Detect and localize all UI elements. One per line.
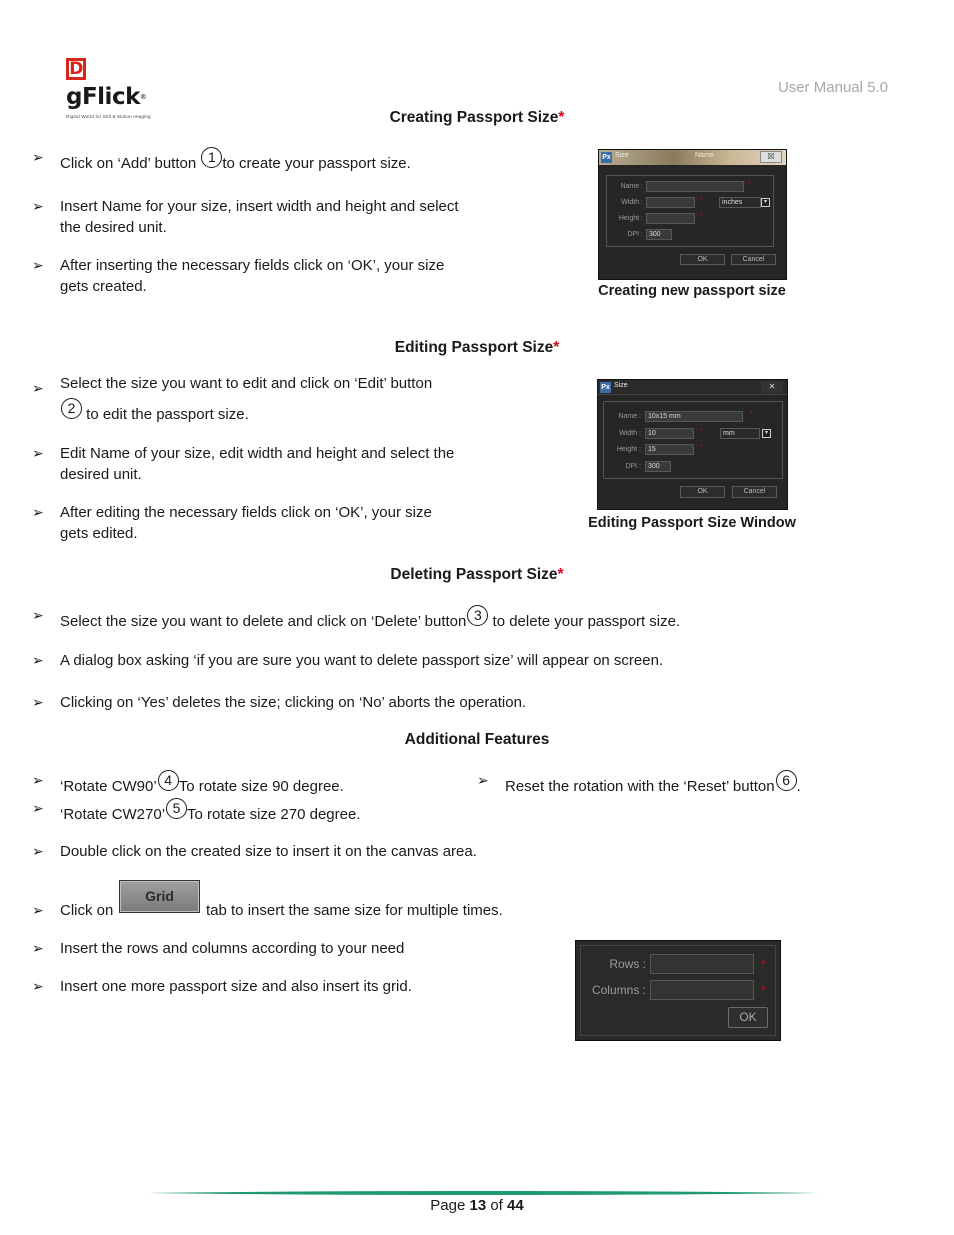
bullet-text: Edit Name of your size, edit width and height and select the desired unit. xyxy=(60,445,455,483)
list-item xyxy=(32,841,920,862)
callout-number-3: 3 xyxy=(467,605,488,626)
heading-deleting xyxy=(0,566,954,584)
heading-editing-text: Editing Passport Size xyxy=(394,339,554,356)
bullet-text: Select the size you want to delete and click on ‘Delete’ button xyxy=(60,613,467,630)
list-item xyxy=(32,900,115,921)
bullet-text: To rotate size 90 degree. xyxy=(178,778,344,795)
callout-number-6: 6 xyxy=(776,770,797,791)
bullet-text: . xyxy=(796,778,801,795)
heading-deleting-text: Deleting Passport Size xyxy=(390,566,558,583)
bullet-text: Click on ‘Add’ button xyxy=(60,155,201,172)
width-field[interactable] xyxy=(646,197,695,208)
heading-creating-text: Creating Passport Size xyxy=(389,109,559,126)
list-item xyxy=(32,605,920,632)
list-item xyxy=(32,443,460,485)
required-star: * xyxy=(557,566,564,583)
grid-tab-button[interactable]: Grid xyxy=(119,880,200,913)
list-item xyxy=(32,976,510,997)
page-current: 13 xyxy=(469,1197,487,1214)
manual-version: User Manual 5.0 xyxy=(777,79,888,96)
bullet-text: A dialog box asking ‘if you are sure you want to delete passport size’ will appear on screen. xyxy=(60,652,664,669)
bullet-text: to delete your passport size. xyxy=(488,613,681,630)
bullet-text: Select the size you want to edit and click on ‘Edit’ button xyxy=(60,375,433,392)
arrow-bullet-icon: ➢ xyxy=(32,380,44,396)
close-icon[interactable]: ✕ xyxy=(761,381,783,393)
unit-select[interactable]: inches xyxy=(719,197,761,208)
rows-input[interactable] xyxy=(650,954,754,974)
columns-label: Columns : xyxy=(591,983,646,997)
unit-select[interactable]: mm xyxy=(720,428,760,439)
required-star: * xyxy=(761,957,766,971)
required-star: * xyxy=(748,181,751,188)
logo-registered: ® xyxy=(139,93,147,101)
cancel-button[interactable]: Cancel xyxy=(732,486,777,498)
callout-number-4: 4 xyxy=(158,770,179,791)
bullet-text: Clicking on ‘Yes’ deletes the size; clicking on ‘No’ aborts the operation. xyxy=(60,694,527,711)
dgflick-logo xyxy=(66,55,166,119)
app-icon: Px xyxy=(601,384,610,391)
arrow-bullet-icon: ➢ xyxy=(477,772,489,788)
arrow-bullet-icon: ➢ xyxy=(32,978,44,994)
required-star: * xyxy=(700,197,703,204)
logo-tagline: Digital World for Still & Motion Imaging xyxy=(66,114,151,119)
dialog-title-bg-text: Name xyxy=(695,152,714,159)
ok-button[interactable]: OK xyxy=(680,254,725,265)
dialog-titlebar xyxy=(599,150,786,165)
required-star: * xyxy=(761,983,766,997)
bullet-text: Reset the rotation with the ‘Reset’ button xyxy=(505,778,775,795)
logo-text: gFlick xyxy=(66,84,140,110)
name-label: Name : xyxy=(620,183,643,190)
bullet-text: ‘Rotate CW270’ xyxy=(60,806,166,823)
caption-creating: Creating new passport size xyxy=(598,283,786,299)
bullet-text: Double click on the created size to insert it on the canvas area. xyxy=(60,843,477,860)
page-total: 44 xyxy=(507,1197,524,1214)
list-item xyxy=(32,692,920,713)
arrow-bullet-icon: ➢ xyxy=(32,902,44,918)
dpi-label: DPI : xyxy=(625,463,641,470)
callout-number-5: 5 xyxy=(166,798,187,819)
required-star: * xyxy=(700,444,703,451)
list-item xyxy=(32,798,460,825)
list-item xyxy=(32,650,920,671)
close-icon[interactable]: ☒ xyxy=(760,151,782,163)
bullet-text: After inserting the necessary fields click on ‘OK’, your size gets created. xyxy=(60,257,445,295)
page-number xyxy=(0,1197,954,1214)
name-field[interactable] xyxy=(646,181,744,192)
arrow-bullet-icon: ➢ xyxy=(32,843,44,859)
list-item xyxy=(32,502,460,544)
callout-number-2: 2 xyxy=(61,398,82,419)
required-star: * xyxy=(558,109,565,126)
bullet-text: Insert the rows and columns according to your need xyxy=(60,940,405,957)
bullet-text: tab to insert the same size for multiple times. xyxy=(206,902,503,919)
list-item xyxy=(32,196,460,238)
list-item xyxy=(32,370,440,429)
required-star: * xyxy=(700,428,703,435)
edit-size-dialog xyxy=(597,379,788,510)
arrow-bullet-icon: ➢ xyxy=(32,800,44,816)
arrow-bullet-icon: ➢ xyxy=(32,445,44,461)
heading-additional xyxy=(0,731,954,749)
logo-d-mark: D xyxy=(66,58,86,80)
bullet-text: to create your passport size. xyxy=(222,155,411,172)
arrow-bullet-icon: ➢ xyxy=(32,198,44,214)
chevron-down-icon[interactable]: ▾ xyxy=(762,429,771,438)
bullet-text: Click on xyxy=(60,902,114,919)
dialog-titlebar xyxy=(598,380,787,395)
dialog-title: Size xyxy=(614,382,628,389)
list-item xyxy=(477,770,905,797)
height-field[interactable] xyxy=(646,213,695,224)
arrow-bullet-icon: ➢ xyxy=(32,694,44,710)
list-item xyxy=(32,938,510,959)
dpi-stepper[interactable]: 300 xyxy=(646,229,672,240)
bullet-text: After editing the necessary fields click on ‘OK’, your size gets edited. xyxy=(60,504,432,542)
caption-editing: Editing Passport Size Window xyxy=(588,515,796,531)
name-field[interactable]: 10x15 mm xyxy=(645,411,743,422)
heading-additional-text: Additional Features xyxy=(404,731,550,748)
page-word: Page xyxy=(430,1197,466,1214)
list-item xyxy=(32,770,460,797)
heading-creating xyxy=(0,109,954,127)
arrow-bullet-icon: ➢ xyxy=(32,940,44,956)
of-word: of xyxy=(490,1197,503,1214)
list-item xyxy=(32,147,480,174)
arrow-bullet-icon: ➢ xyxy=(32,772,44,788)
height-label: Height : xyxy=(616,446,641,453)
bullet-text: to edit the passport size. xyxy=(82,406,249,423)
width-label: Width : xyxy=(619,430,641,437)
arrow-bullet-icon: ➢ xyxy=(32,607,44,623)
list-item xyxy=(32,255,460,297)
dialog-title: Size xyxy=(615,152,629,159)
name-label: Name : xyxy=(618,413,641,420)
heading-editing xyxy=(0,339,954,357)
ok-button[interactable]: OK xyxy=(728,1007,768,1028)
dpi-label: DPI : xyxy=(627,231,643,238)
width-field[interactable]: 10 xyxy=(645,428,694,439)
bullet-text: Insert Name for your size, insert width and height and select the desired unit. xyxy=(60,198,459,236)
bullet-text: ‘Rotate CW90’ xyxy=(60,778,157,795)
required-star: * xyxy=(553,339,560,356)
chevron-down-icon[interactable]: ▾ xyxy=(761,198,770,207)
height-field[interactable]: 15 xyxy=(645,444,694,455)
footer-divider xyxy=(147,1190,819,1196)
required-star: * xyxy=(700,213,703,220)
arrow-bullet-icon: ➢ xyxy=(32,257,44,273)
width-label: Width : xyxy=(621,199,643,206)
required-star: * xyxy=(750,411,753,418)
arrow-bullet-icon: ➢ xyxy=(32,149,44,165)
height-label: Height : xyxy=(618,215,643,222)
bullet-text: Insert one more passport size and also insert its grid. xyxy=(60,978,412,995)
columns-input[interactable] xyxy=(650,980,754,1000)
rows-label: Rows : xyxy=(609,957,646,971)
dpi-stepper[interactable]: 300 xyxy=(645,461,671,472)
arrow-bullet-icon: ➢ xyxy=(32,504,44,520)
logo-wordmark xyxy=(66,55,166,111)
arrow-bullet-icon: ➢ xyxy=(32,652,44,668)
bullet-text: To rotate size 270 degree. xyxy=(187,806,361,823)
cancel-button[interactable]: Cancel xyxy=(731,254,776,265)
callout-number-1: 1 xyxy=(201,147,222,168)
new-size-dialog xyxy=(598,149,787,280)
app-icon: Px xyxy=(602,154,611,161)
ok-button[interactable]: OK xyxy=(680,486,725,498)
